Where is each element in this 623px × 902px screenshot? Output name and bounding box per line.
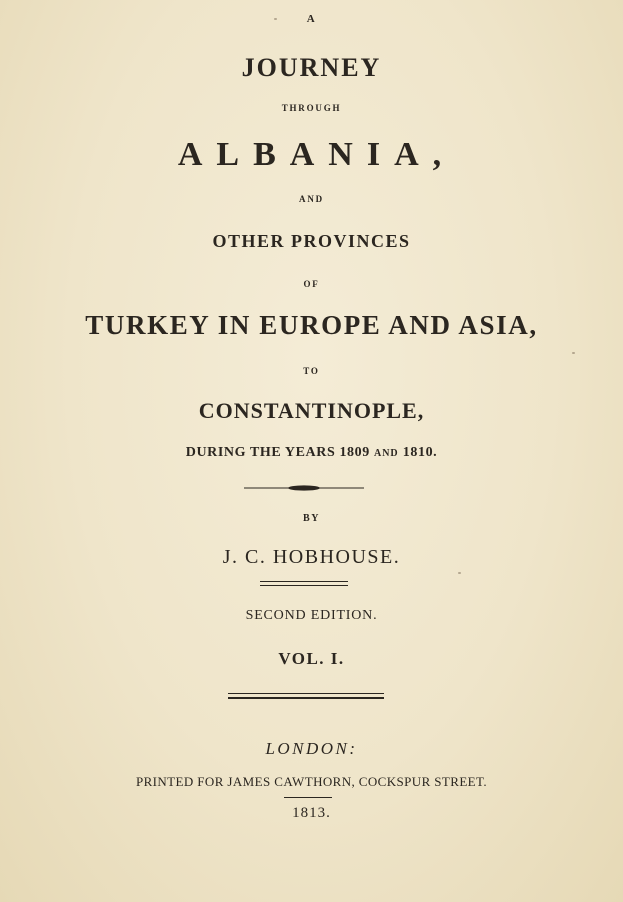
title-by: BY — [303, 513, 320, 524]
title-year: 1813. — [292, 805, 331, 821]
title-city: LONDON: — [265, 739, 358, 758]
double-rule-bottom — [260, 585, 348, 586]
title-volume: VOL. I. — [278, 649, 345, 668]
year-rule — [284, 797, 332, 798]
title-and: AND — [299, 194, 324, 204]
paper-speck — [572, 352, 575, 354]
title-years — [0, 446, 623, 460]
ornamental-rule — [244, 484, 364, 492]
title-edition: SECOND EDITION. — [245, 608, 378, 623]
title-printer: PRINTED FOR JAMES CAWTHORN, COCKSPUR STREET. — [135, 774, 488, 789]
heavy-rule-thin — [228, 693, 384, 694]
title-article: A — [306, 13, 317, 25]
title-main: JOURNEY — [241, 53, 382, 82]
years-and: AND — [373, 448, 399, 459]
title-to: TO — [303, 366, 320, 376]
heavy-rule-thick — [228, 697, 384, 699]
title-through: THROUGH — [281, 103, 342, 113]
title-of: OF — [303, 279, 320, 289]
paper-speck — [458, 572, 461, 574]
title-place: ALBANIA, — [177, 136, 456, 173]
years-suffix: 1810. — [402, 445, 438, 460]
title-region: TURKEY IN EUROPE AND ASIA, — [85, 310, 538, 340]
title-provinces: OTHER PROVINCES — [212, 231, 411, 251]
double-rule-top — [260, 581, 348, 582]
title-destination: CONSTANTINOPLE, — [198, 398, 425, 423]
years-prefix: DURING THE YEARS 1809 — [185, 445, 370, 460]
title-author: J. C. HOBHOUSE. — [222, 546, 401, 568]
